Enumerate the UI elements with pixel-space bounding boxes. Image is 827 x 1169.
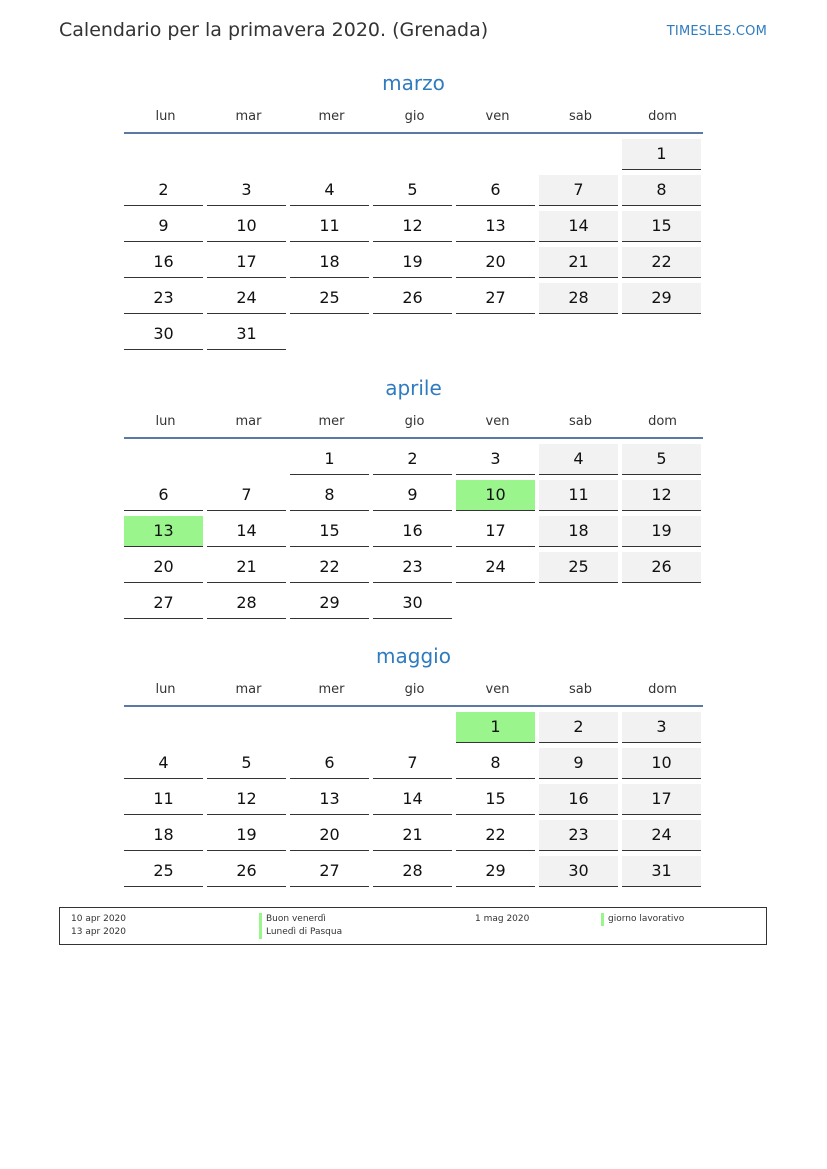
- day-cell: [622, 242, 703, 278]
- day-number: 1: [290, 444, 369, 475]
- day-number: 29: [290, 588, 369, 619]
- day-cell: [622, 707, 703, 743]
- day-cell: [290, 206, 373, 242]
- day-cell: [456, 242, 539, 278]
- day-cell: [290, 511, 373, 547]
- day-cell: [373, 583, 456, 619]
- day-cell: [539, 206, 622, 242]
- day-number: 18: [124, 820, 203, 851]
- weekday-label: mer: [318, 682, 345, 697]
- legend-date: 1 mag 2020: [475, 914, 530, 924]
- day-number: 11: [290, 211, 369, 242]
- day-number: 15: [622, 211, 701, 242]
- day-cell: [124, 743, 207, 779]
- day-number: 22: [622, 247, 701, 278]
- weekday-header: [124, 106, 703, 134]
- legend-date: 13 apr 2020: [71, 927, 127, 937]
- empty-day: [622, 319, 701, 349]
- day-cell: [207, 170, 290, 206]
- week-row: [124, 242, 703, 278]
- holiday-legend: [59, 907, 767, 945]
- empty-day: [539, 319, 618, 349]
- day-number: 26: [622, 552, 701, 583]
- day-number: 13: [290, 784, 369, 815]
- day-cell: [456, 707, 539, 743]
- day-number: 18: [290, 247, 369, 278]
- day-number: 14: [207, 516, 286, 547]
- empty-day: [456, 588, 535, 618]
- day-cell: [290, 583, 373, 619]
- empty-day: [207, 712, 286, 742]
- day-cell: [124, 475, 207, 511]
- day-cell: [124, 439, 207, 475]
- empty-day: [373, 139, 452, 169]
- day-cell: [373, 779, 456, 815]
- weekday-header: [124, 679, 703, 707]
- day-number: 2: [373, 444, 452, 475]
- day-cell: [373, 743, 456, 779]
- day-number: 21: [207, 552, 286, 583]
- day-number: 3: [207, 175, 286, 206]
- day-number: 20: [124, 552, 203, 583]
- empty-day: [622, 588, 701, 618]
- day-cell: [207, 815, 290, 851]
- month-block-marzo: [124, 70, 703, 350]
- day-number: 3: [622, 712, 701, 743]
- holiday-marker-icon: [259, 926, 262, 939]
- weekday-label: sab: [569, 109, 592, 124]
- day-cell: [373, 475, 456, 511]
- day-number: 12: [207, 784, 286, 815]
- day-number: 25: [539, 552, 618, 583]
- weekday-header: [124, 411, 703, 439]
- week-row: [124, 743, 703, 779]
- day-cell: [456, 134, 539, 170]
- day-cell: [290, 707, 373, 743]
- day-cell: [456, 815, 539, 851]
- day-number: 27: [290, 856, 369, 887]
- day-number: 7: [207, 480, 286, 511]
- empty-day: [539, 588, 618, 618]
- day-number: 20: [456, 247, 535, 278]
- day-cell: [456, 278, 539, 314]
- day-cell: [207, 475, 290, 511]
- day-cell: [124, 779, 207, 815]
- month-title: aprile: [385, 376, 442, 400]
- site-link[interactable]: TIMESLES.COM: [666, 24, 767, 39]
- day-cell: [539, 278, 622, 314]
- day-cell: [456, 170, 539, 206]
- day-number: 24: [207, 283, 286, 314]
- day-number: 26: [207, 856, 286, 887]
- day-cell: [290, 743, 373, 779]
- day-number: 13: [456, 211, 535, 242]
- day-cell: [622, 547, 703, 583]
- weekday-label: gio: [404, 109, 425, 124]
- day-number: 6: [124, 480, 203, 511]
- day-cell: [290, 134, 373, 170]
- day-cell: [207, 547, 290, 583]
- week-row: [124, 707, 703, 743]
- day-cell: [207, 278, 290, 314]
- day-number: 4: [290, 175, 369, 206]
- day-number: 9: [539, 748, 618, 779]
- weekday-label: mar: [235, 414, 262, 429]
- day-number: 17: [456, 516, 535, 547]
- day-cell: [456, 206, 539, 242]
- day-cell: [207, 206, 290, 242]
- day-number: 24: [456, 552, 535, 583]
- day-number: 31: [622, 856, 701, 887]
- day-number: 14: [539, 211, 618, 242]
- day-cell: [207, 707, 290, 743]
- day-cell: [622, 314, 703, 350]
- legend-holiday-name: Lunedì di Pasqua: [259, 926, 342, 939]
- day-cell: [539, 170, 622, 206]
- day-cell: [373, 278, 456, 314]
- day-number: 6: [290, 748, 369, 779]
- weekday-label: dom: [648, 109, 677, 124]
- day-cell: [124, 278, 207, 314]
- day-cell: [539, 242, 622, 278]
- day-cell: [456, 583, 539, 619]
- day-cell: [622, 170, 703, 206]
- day-cell: [124, 242, 207, 278]
- weekday-label: lun: [155, 414, 176, 429]
- day-number: 5: [373, 175, 452, 206]
- day-number: 19: [207, 820, 286, 851]
- month-title: maggio: [376, 644, 451, 668]
- day-number: 15: [456, 784, 535, 815]
- empty-day: [539, 139, 618, 169]
- day-number: 23: [373, 552, 452, 583]
- day-cell: [622, 439, 703, 475]
- day-number: 8: [456, 748, 535, 779]
- day-cell: [207, 511, 290, 547]
- day-cell: [456, 547, 539, 583]
- day-number: 7: [373, 748, 452, 779]
- day-cell: [373, 134, 456, 170]
- legend-row: [60, 926, 766, 939]
- day-cell: [373, 439, 456, 475]
- day-cell: [124, 134, 207, 170]
- day-number: 2: [124, 175, 203, 206]
- day-cell: [124, 707, 207, 743]
- day-number: 30: [539, 856, 618, 887]
- day-cell: [622, 583, 703, 619]
- day-cell: [124, 851, 207, 887]
- day-number: 4: [124, 748, 203, 779]
- day-number: 30: [373, 588, 452, 619]
- day-cell: [290, 779, 373, 815]
- day-number: 9: [124, 211, 203, 242]
- day-number: 25: [290, 283, 369, 314]
- day-cell: [124, 170, 207, 206]
- day-cell: [207, 851, 290, 887]
- day-cell: [207, 583, 290, 619]
- legend-holiday-name: giorno lavorativo: [601, 913, 684, 926]
- day-cell: [290, 547, 373, 583]
- empty-day: [207, 444, 286, 474]
- weekday-label: ven: [485, 414, 510, 429]
- day-number: 23: [124, 283, 203, 314]
- holiday-marker-icon: [259, 913, 262, 926]
- day-number: 26: [373, 283, 452, 314]
- day-number: 24: [622, 820, 701, 851]
- day-cell: [539, 511, 622, 547]
- legend-row: [60, 913, 766, 926]
- week-row: [124, 475, 703, 511]
- day-cell: [539, 779, 622, 815]
- day-number: 18: [539, 516, 618, 547]
- day-number: 1: [622, 139, 701, 170]
- day-cell: [290, 278, 373, 314]
- empty-day: [290, 712, 369, 742]
- empty-day: [373, 712, 452, 742]
- month-block-maggio: [124, 643, 703, 887]
- day-number: 2: [539, 712, 618, 743]
- empty-day: [124, 444, 203, 474]
- week-row: [124, 511, 703, 547]
- month-block-aprile: [124, 375, 703, 619]
- day-cell: [622, 511, 703, 547]
- day-number: 17: [207, 247, 286, 278]
- day-cell: [539, 547, 622, 583]
- week-row: [124, 439, 703, 475]
- day-cell: [456, 314, 539, 350]
- day-number: 25: [124, 856, 203, 887]
- empty-day: [373, 319, 452, 349]
- day-number: 16: [373, 516, 452, 547]
- day-number: 3: [456, 444, 535, 475]
- day-number: 31: [207, 319, 286, 350]
- day-cell: [207, 779, 290, 815]
- day-cell: [290, 314, 373, 350]
- day-cell: [124, 314, 207, 350]
- day-cell: [456, 511, 539, 547]
- day-cell: [539, 583, 622, 619]
- day-cell: [290, 475, 373, 511]
- day-cell: [207, 439, 290, 475]
- empty-day: [290, 139, 369, 169]
- day-number: 17: [622, 784, 701, 815]
- day-cell: [207, 314, 290, 350]
- day-number: 12: [622, 480, 701, 511]
- day-number: 29: [622, 283, 701, 314]
- weekday-label: sab: [569, 682, 592, 697]
- weekday-label: gio: [404, 414, 425, 429]
- day-cell: [373, 242, 456, 278]
- day-cell: [124, 815, 207, 851]
- day-number: 22: [456, 820, 535, 851]
- day-number: 8: [622, 175, 701, 206]
- day-number: 8: [290, 480, 369, 511]
- holiday-day: 13: [124, 516, 203, 547]
- legend-holiday-name: Buon venerdì: [259, 913, 326, 926]
- day-cell: [290, 242, 373, 278]
- day-cell: [290, 815, 373, 851]
- weekday-label: lun: [155, 682, 176, 697]
- day-number: 15: [290, 516, 369, 547]
- day-number: 4: [539, 444, 618, 475]
- day-cell: [539, 851, 622, 887]
- week-row: [124, 206, 703, 242]
- day-cell: [622, 475, 703, 511]
- day-number: 28: [373, 856, 452, 887]
- day-cell: [539, 475, 622, 511]
- week-row: [124, 583, 703, 619]
- day-cell: [124, 511, 207, 547]
- day-cell: [539, 707, 622, 743]
- day-number: 19: [373, 247, 452, 278]
- day-cell: [456, 743, 539, 779]
- day-cell: [456, 779, 539, 815]
- weekday-label: mer: [318, 109, 345, 124]
- day-number: 11: [124, 784, 203, 815]
- day-cell: [373, 170, 456, 206]
- day-number: 28: [539, 283, 618, 314]
- day-cell: [456, 851, 539, 887]
- day-number: 10: [622, 748, 701, 779]
- weekday-label: dom: [648, 414, 677, 429]
- weekday-label: mar: [235, 109, 262, 124]
- day-cell: [290, 170, 373, 206]
- week-row: [124, 779, 703, 815]
- day-cell: [290, 851, 373, 887]
- day-number: 11: [539, 480, 618, 511]
- day-number: 5: [622, 444, 701, 475]
- day-cell: [373, 511, 456, 547]
- day-number: 5: [207, 748, 286, 779]
- holiday-day: 1: [456, 712, 535, 743]
- day-cell: [373, 547, 456, 583]
- day-number: 14: [373, 784, 452, 815]
- weekday-label: ven: [485, 682, 510, 697]
- empty-day: [290, 319, 369, 349]
- empty-day: [124, 712, 203, 742]
- day-cell: [207, 743, 290, 779]
- day-number: 28: [207, 588, 286, 619]
- empty-day: [207, 139, 286, 169]
- weekday-label: gio: [404, 682, 425, 697]
- day-cell: [622, 815, 703, 851]
- day-number: 29: [456, 856, 535, 887]
- holiday-day: 10: [456, 480, 535, 511]
- day-cell: [539, 743, 622, 779]
- day-cell: [373, 707, 456, 743]
- empty-day: [456, 139, 535, 169]
- day-cell: [373, 851, 456, 887]
- day-cell: [622, 206, 703, 242]
- day-cell: [124, 583, 207, 619]
- day-number: 27: [124, 588, 203, 619]
- day-number: 12: [373, 211, 452, 242]
- day-number: 22: [290, 552, 369, 583]
- day-number: 9: [373, 480, 452, 511]
- day-cell: [539, 134, 622, 170]
- page-title: Calendario per la primavera 2020. (Grenada): [59, 19, 489, 41]
- day-cell: [622, 779, 703, 815]
- day-cell: [539, 815, 622, 851]
- day-number: 21: [373, 820, 452, 851]
- day-number: 16: [539, 784, 618, 815]
- empty-day: [124, 139, 203, 169]
- day-cell: [622, 134, 703, 170]
- weekday-label: mar: [235, 682, 262, 697]
- day-number: 7: [539, 175, 618, 206]
- day-cell: [373, 815, 456, 851]
- week-row: [124, 547, 703, 583]
- week-row: [124, 278, 703, 314]
- weekday-label: lun: [155, 109, 176, 124]
- day-cell: [207, 134, 290, 170]
- day-number: 30: [124, 319, 203, 350]
- day-cell: [207, 242, 290, 278]
- empty-day: [456, 319, 535, 349]
- day-number: 10: [207, 211, 286, 242]
- holiday-marker-icon: [601, 913, 604, 926]
- day-cell: [622, 278, 703, 314]
- day-cell: [539, 439, 622, 475]
- day-cell: [373, 314, 456, 350]
- day-number: 27: [456, 283, 535, 314]
- week-row: [124, 134, 703, 170]
- day-number: 20: [290, 820, 369, 851]
- day-cell: [124, 206, 207, 242]
- day-cell: [124, 547, 207, 583]
- weekday-label: mer: [318, 414, 345, 429]
- weekday-label: sab: [569, 414, 592, 429]
- day-cell: [456, 439, 539, 475]
- day-number: 6: [456, 175, 535, 206]
- weekday-label: dom: [648, 682, 677, 697]
- week-row: [124, 815, 703, 851]
- day-number: 19: [622, 516, 701, 547]
- month-title: marzo: [382, 71, 445, 95]
- day-number: 21: [539, 247, 618, 278]
- day-cell: [539, 314, 622, 350]
- day-cell: [373, 206, 456, 242]
- day-cell: [622, 851, 703, 887]
- day-number: 23: [539, 820, 618, 851]
- day-cell: [290, 439, 373, 475]
- day-cell: [622, 743, 703, 779]
- day-number: 16: [124, 247, 203, 278]
- week-row: [124, 314, 703, 350]
- week-row: [124, 851, 703, 887]
- week-row: [124, 170, 703, 206]
- weekday-label: ven: [485, 109, 510, 124]
- legend-date: 10 apr 2020: [71, 914, 127, 924]
- day-cell: [456, 475, 539, 511]
